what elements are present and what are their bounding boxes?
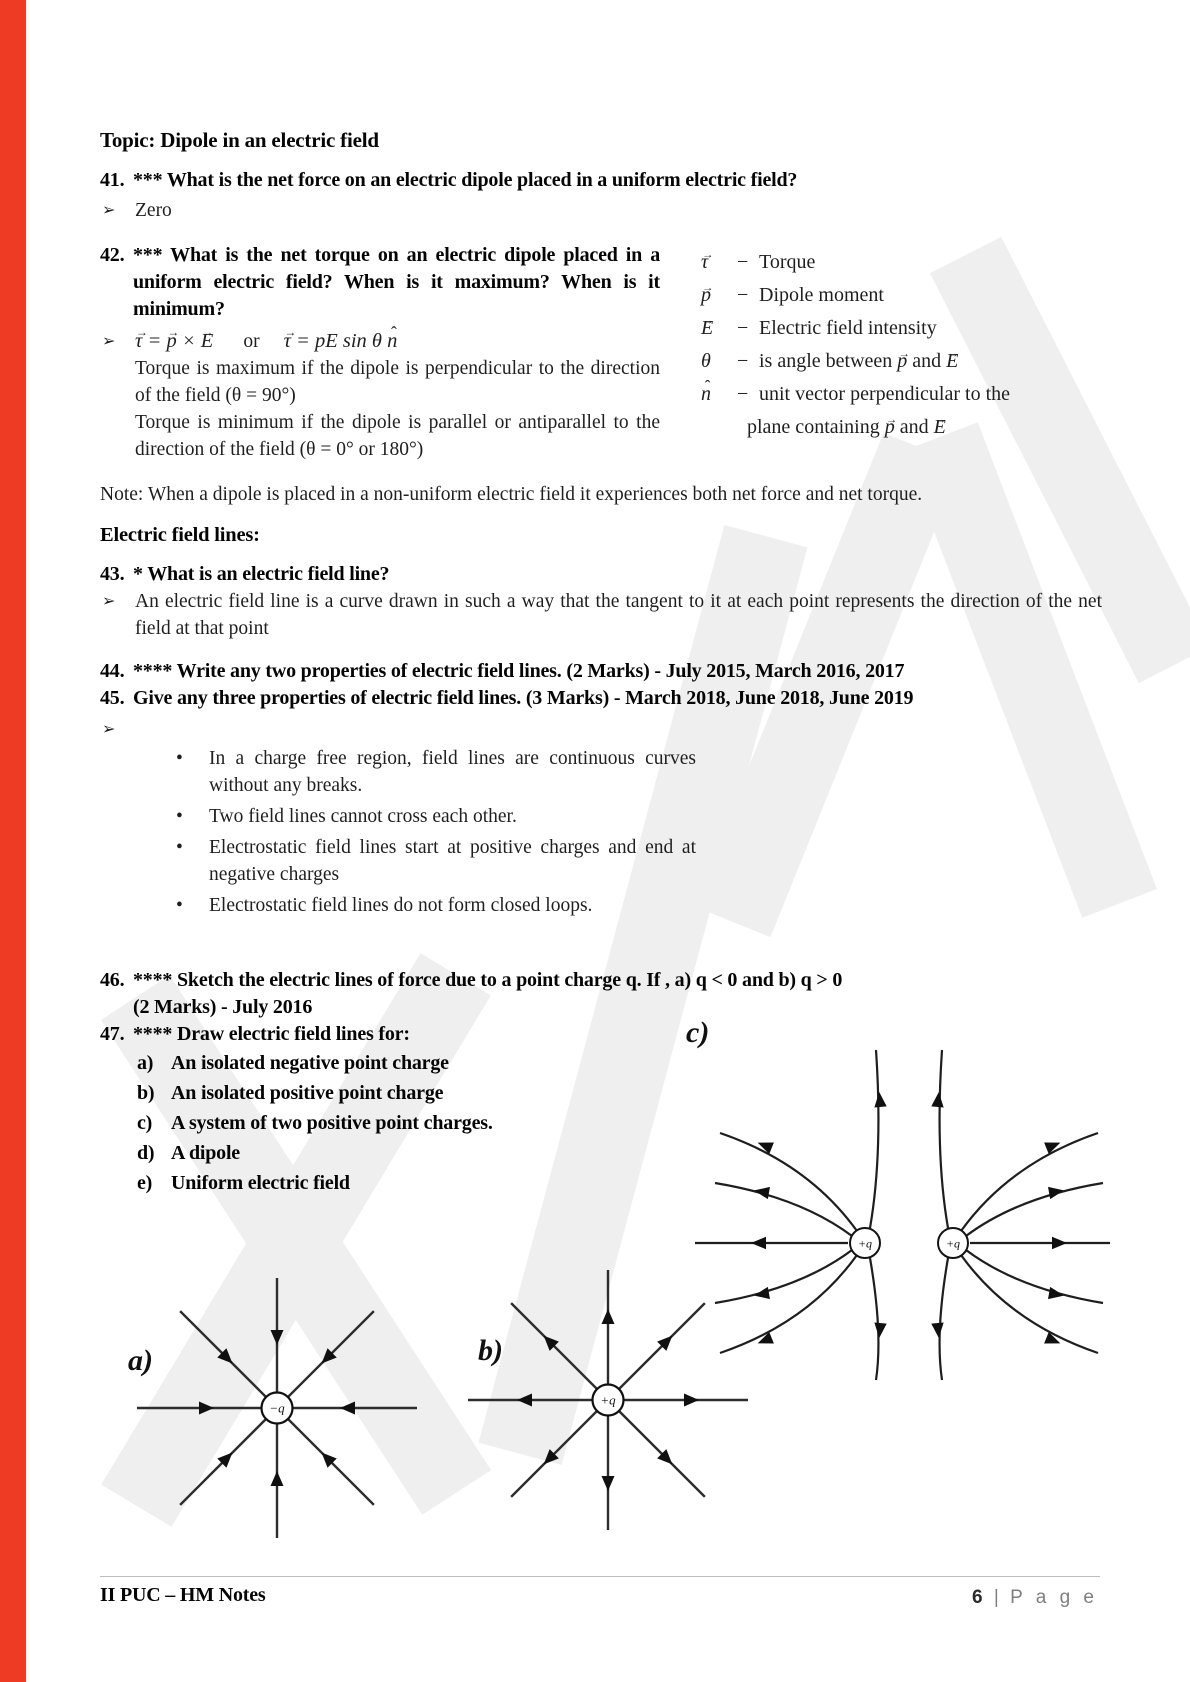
definition-text: Dipole moment: [759, 284, 884, 306]
list-item: [172, 745, 696, 799]
footer-title: II PUC – HM Notes: [100, 1584, 266, 1606]
answer-arrow-icon: ➢: [102, 721, 116, 738]
answer-43: [100, 588, 1102, 642]
answer-arrow-icon: ➢: [102, 333, 116, 350]
answer-text: An electric field line is a curve drawn in such a way that the tangent to it at each point represents the direction of the net field at that point: [135, 591, 1102, 639]
answer-42-formula-row: [100, 328, 660, 355]
charge-label: −q: [269, 1400, 285, 1416]
indent-spacer: [100, 409, 135, 463]
tau-vector: → τ: [284, 328, 291, 355]
question-text: (2 Marks) - July 2016: [133, 996, 313, 1018]
sub-item-label: d): [137, 1142, 155, 1164]
list-item-text: Two field lines cannot cross each other.: [209, 806, 517, 827]
indent-spacer: [100, 994, 133, 1021]
question-number: 43.: [100, 563, 125, 585]
answer-text: Torque is minimum if the dipole is parallel or antiparallel to the direction of the field (θ = 0° or 180°): [135, 412, 660, 460]
n-hat-symbol: ˆ n: [701, 378, 737, 411]
answer-arrow-icon: ➢: [102, 202, 116, 219]
question-42-left-column: [100, 242, 660, 463]
question-text: **** Write any two properties of electric field lines. (2 Marks) - July 2015, March 2016, 2017: [133, 660, 905, 682]
question-44: [100, 658, 1102, 685]
list-item: [172, 834, 696, 888]
page-word: P a g e: [1010, 1587, 1098, 1608]
answer-41: [100, 197, 1102, 224]
definition-text: Torque: [759, 251, 816, 273]
charge-label: +q: [945, 1236, 961, 1251]
bullet-dot: •: [176, 837, 183, 858]
equals-sign: =: [142, 330, 167, 352]
dash: −: [737, 383, 749, 405]
list-item-text: Electrostatic field lines do not form closed loops.: [209, 895, 593, 916]
sub-item-text: An isolated positive point charge: [171, 1082, 444, 1104]
answer-45-arrow: [100, 716, 1102, 743]
sub-item-text: An isolated negative point charge: [171, 1052, 449, 1074]
question-number: 45.: [100, 687, 125, 709]
charge-label: +q: [857, 1236, 873, 1251]
topic-heading: Topic: Dipole in an electric field: [100, 128, 379, 152]
diagram-positive-point-charge: [458, 1250, 758, 1550]
answer-42-max: [100, 355, 660, 409]
answer-text: Zero: [135, 200, 172, 221]
section-heading: Electric field lines:: [100, 524, 260, 546]
indent-spacer: [100, 355, 135, 409]
or-word: or: [243, 331, 260, 352]
question-number: 46.: [100, 969, 125, 991]
list-item-text: In a charge free region, field lines are continuous curves without any breaks.: [209, 748, 696, 796]
e-symbol: → E: [701, 312, 737, 345]
footer-page-indicator: [972, 1587, 1098, 1609]
p-vector: → p: [166, 328, 176, 355]
question-number: 42.: [100, 244, 125, 266]
definition-torque: [701, 246, 1105, 279]
n-hat: ˆ n: [387, 328, 397, 355]
tau-vector: → τ: [135, 328, 142, 355]
question-42-block: [100, 242, 1102, 463]
page-separator: |: [993, 1587, 999, 1608]
formula-scalar: [284, 330, 398, 352]
sub-item-text: A system of two positive point charges.: [171, 1112, 493, 1134]
question-text: *** What is the net force on an electric dipole placed in a uniform electric field?: [133, 169, 798, 191]
properties-list: [172, 745, 696, 919]
diagram-negative-point-charge: [127, 1258, 427, 1558]
definition-continuation: plane containing → p and → E: [701, 411, 1105, 444]
dash: −: [737, 284, 749, 306]
dash: −: [737, 317, 749, 339]
definition-text: unit vector perpendicular to the: [759, 383, 1011, 405]
question-text: Give any three properties of electric field lines. (3 Marks) - March 2018, June 2018, June 2019: [133, 687, 914, 709]
left-accent-bar: [0, 0, 26, 1682]
e-vector: → E: [201, 328, 214, 355]
definition-theta: [701, 345, 1105, 378]
bullet-dot: •: [176, 895, 183, 916]
question-43: [100, 561, 1102, 588]
note-paragraph: Note: When a dipole is placed in a non-uniform electric field it experiences both net force and net torque.: [100, 484, 923, 505]
dash: −: [737, 350, 749, 372]
list-item: [172, 803, 696, 830]
diagram-b-label: b): [478, 1334, 503, 1367]
page-number: 6: [972, 1587, 983, 1608]
question-46: [100, 967, 1102, 994]
definition-dipole-moment: [701, 279, 1105, 312]
question-46-line2: [100, 994, 1102, 1021]
p-symbol: → p: [701, 279, 737, 312]
symbol-definitions: [701, 246, 1105, 444]
question-number: 41.: [100, 169, 125, 191]
torque-formula: [135, 328, 660, 355]
question-number: 44.: [100, 660, 125, 682]
sub-item-label: c): [137, 1112, 153, 1134]
diagram-a-label: a): [128, 1344, 153, 1377]
charge-label: +q: [600, 1392, 616, 1408]
sub-item-text: A dipole: [171, 1142, 240, 1164]
page-content: [100, 0, 1102, 1198]
sub-item-label: e): [137, 1172, 153, 1194]
definition-text: is angle between → p and → E: [759, 345, 1105, 378]
dash: −: [737, 251, 749, 273]
answer-arrow-icon: ➢: [102, 593, 116, 610]
sub-item-label: a): [137, 1052, 154, 1074]
footer-divider: [100, 1576, 1100, 1577]
question-text: **** Sketch the electric lines of force due to a point charge q. If , a) q < 0 and b) q > 0: [133, 969, 843, 991]
formula-cross-product: [135, 330, 213, 352]
bullet-dot: •: [176, 748, 183, 769]
question-42: [100, 242, 660, 323]
definition-text: Electric field intensity: [759, 317, 937, 339]
cross-sign: ×: [176, 330, 201, 352]
list-item-text: Electrostatic field lines start at positive charges and end at negative charges: [209, 837, 696, 885]
answer-text: Torque is maximum if the dipole is perpendicular to the direction of the field (θ = 90°): [135, 358, 660, 406]
question-45: [100, 685, 1102, 712]
definition-n-hat: [701, 378, 1105, 411]
question-number: 47.: [100, 1023, 125, 1045]
sub-item-label: b): [137, 1082, 155, 1104]
question-41: [100, 167, 1102, 194]
answer-42-min: [100, 409, 660, 463]
question-text: * What is an electric field line?: [133, 563, 390, 585]
list-item: [172, 892, 696, 919]
bullet-dot: •: [176, 806, 183, 827]
question-text: *** What is the net torque on an electric dipole placed in a uniform electric field? When is it maximum? When is it minimum?: [133, 244, 660, 320]
question-text: **** Draw electric field lines for:: [133, 1023, 410, 1045]
diagram-c-label: c): [686, 1016, 710, 1049]
sub-item-text: Uniform electric field: [171, 1172, 350, 1194]
theta-symbol: θ: [701, 350, 711, 372]
tau-symbol: → τ: [701, 246, 737, 279]
scalar-expression: = pE sin θ: [290, 330, 388, 352]
